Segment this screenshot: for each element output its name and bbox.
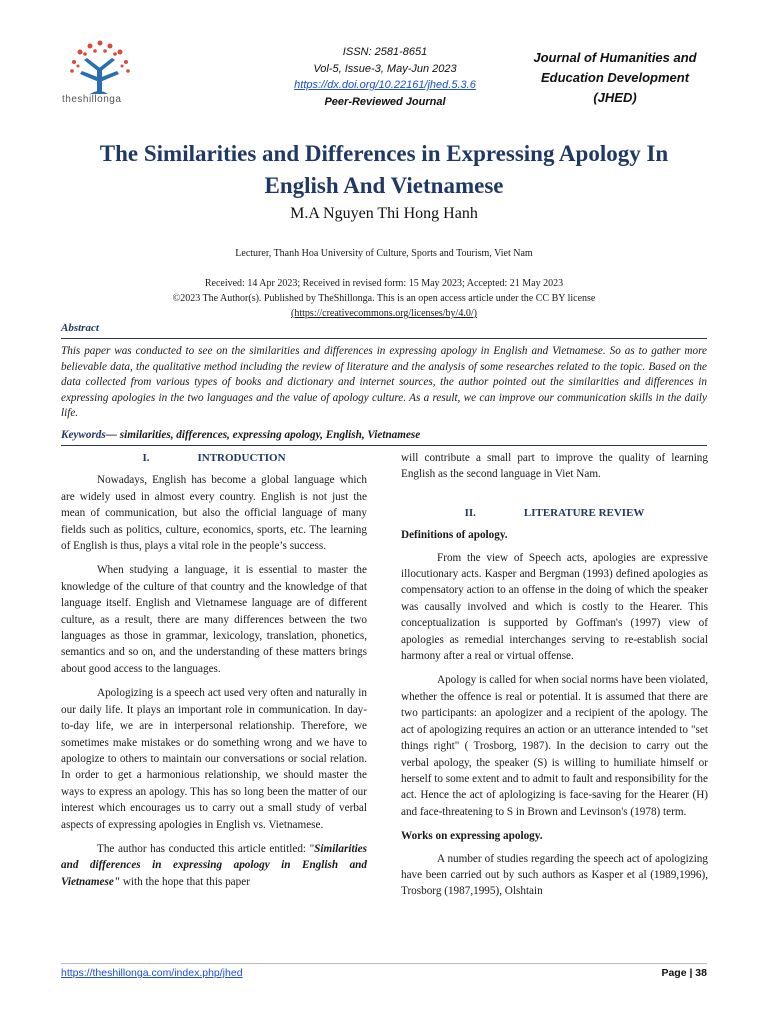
paper-title — [40, 138, 728, 202]
paragraph — [61, 841, 367, 890]
paragraph: A number of studies regarding the speech act of apologizing have been carried out by such authors as Kasper et al (1989,1996), Trosborg (1987,1995), Olshtain — [401, 852, 708, 898]
section-heading-introduction — [61, 450, 367, 466]
paper-title-line1: The Similarities and Differences in Expressing Apology In — [99, 141, 669, 166]
journal-meta — [240, 44, 530, 110]
issn: ISSN: 2581-8651 — [342, 46, 428, 58]
journal-name-line1: Journal of Humanities and — [533, 50, 697, 65]
keywords-label: Keywords — [61, 429, 106, 441]
keywords-list: — similarities, differences, expressing apology, English, Vietnamese — [105, 429, 421, 441]
paragraph: From the view of Speech acts, apologies are expressive illocutionary acts. Kasper and Bergman (1993) defined apologies as compensatory action to an offense in the doing of which the speaker was causally involved and which is costly to the Hearer. This conceptualization is supported by Goffman's (1997) view of apologies as remedial interchanges serving to re-establish social harmony after a real or virtual offense. — [401, 551, 708, 663]
paper-title-line2: English And Vietnamese — [264, 173, 504, 198]
subheading-works: Works on expressing apology. — [401, 830, 543, 843]
received-dates: Received: 14 Apr 2023; Received in revised form: 15 May 2023; Accepted: 21 May 2023 — [204, 278, 564, 289]
abstract-text: This paper was conducted to see on the similarities and differences in expressing apology in English and Vietnamese. So as to gather more believable data, the qualitative method including the review of literature and the analysis of some researches related to the topic. Based on the data collected from various types of books and dictionary and internet sources, the author pointed out the similarities and differences in expressing apologies in the two languages and the value of apology culture. As a result, we can improve our communication skills in the daily life. — [61, 345, 707, 419]
paragraph: will contribute a small part to improve the quality of learning English as the second language in Viet Nam. — [401, 452, 708, 481]
author-name: M.A Nguyen Thi Hong Hanh — [290, 205, 478, 222]
section-title: LITERATURE REVIEW — [523, 506, 645, 519]
page-number: Page | 38 — [661, 967, 707, 979]
right-column — [401, 450, 708, 908]
doi-link[interactable]: https://dx.doi.org/10.22161/jhed.5.3.6 — [294, 79, 476, 91]
section-number: II. — [464, 506, 476, 519]
journal-name — [515, 48, 715, 108]
article-title-quote: Similarities and differences in expressing apology in English and Vietnamese" — [61, 842, 367, 888]
paragraph-text: with the hope that this paper — [120, 875, 250, 888]
section-title: INTRODUCTION — [197, 452, 286, 464]
paragraph: Apologizing is a speech act used very often and naturally in our daily life. It plays an important role in communication. In day-to-day life, we are in interpersonal relationship. Therefore, we sometimes make mistakes or do something wrong and we have to apologize to others to maintain our conversations or social relation. In order to get a harmonious relationship, we should master the ways to express an apology. This has so long been the matter of our interest which encourages us to carry out a small study of verbal aspects of expressing apologies in English vs. Vietnamese. — [61, 687, 367, 831]
section-heading-literature-review — [401, 505, 708, 521]
paragraph: When studying a language, it is essential to master the knowledge of the culture of that country and the knowledge of that language itself. English and Vietnamese language are of different culture, as a result, there are many differences between the two languages as those in grammar, lexicology, translation, phonetics, semantics and so on, and the understanding of these matters brings about good access to the languages. — [61, 564, 367, 675]
section-number: I. — [142, 452, 150, 464]
affiliation: Lecturer, Thanh Hoa University of Culture, Sports and Tourism, Viet Nam — [235, 248, 533, 259]
journal-name-line2: Education Development — [540, 70, 690, 85]
volume-issue: Vol-5, Issue-3, May-Jun 2023 — [313, 62, 457, 75]
license-statement: ©2023 The Author(s). Published by TheShillonga. This is an open access article under the CC BY license — [172, 293, 596, 304]
keywords-divider — [61, 445, 707, 446]
abstract-divider — [61, 338, 707, 339]
paragraph-text: The author has conducted this article entitled: " — [97, 842, 315, 855]
license-link[interactable]: (https://creativecommons.org/licenses/by/4.0/) — [291, 308, 477, 319]
paragraph: Nowadays, English has become a global language which are widely used in almost every country. English is not just the mean of communication, but also the official language of many fields such as politics, culture, economics, sports, etc. The learning of English is thus, plays a vital role in the people’s success. — [61, 474, 367, 553]
publication-info — [40, 276, 728, 321]
footer-divider — [61, 963, 707, 964]
peer-reviewed-label: Peer-Reviewed Journal — [324, 95, 446, 108]
abstract-heading: Abstract — [61, 322, 99, 334]
journal-name-line3: (JHED) — [593, 90, 637, 105]
logo-text: theshillonga — [62, 94, 122, 105]
subheading-definitions: Definitions of apology. — [401, 529, 508, 542]
paragraph: Apology is called for when social norms have been violated, whether the offence is real or potential. It is assumed that there are two participants: an apologizer and a recipient of the apology. The act of apologizing requires an action or an utterance intended to "set things right" ( Trosborg, 1987). In the decision to carry out the verbal apology, the speaker (S) is willing to humiliate himself or herself to some extent and to admit to fault and responsibility for the act. Hence the act of aplologizing is face-saving for the Hearer (H) and face-threatening to S in Brown and Levinson's (1978) term. — [401, 674, 708, 818]
keywords — [61, 429, 707, 441]
left-column — [61, 450, 367, 898]
footer-journal-link[interactable]: https://theshillonga.com/index.php/jhed — [61, 967, 243, 979]
